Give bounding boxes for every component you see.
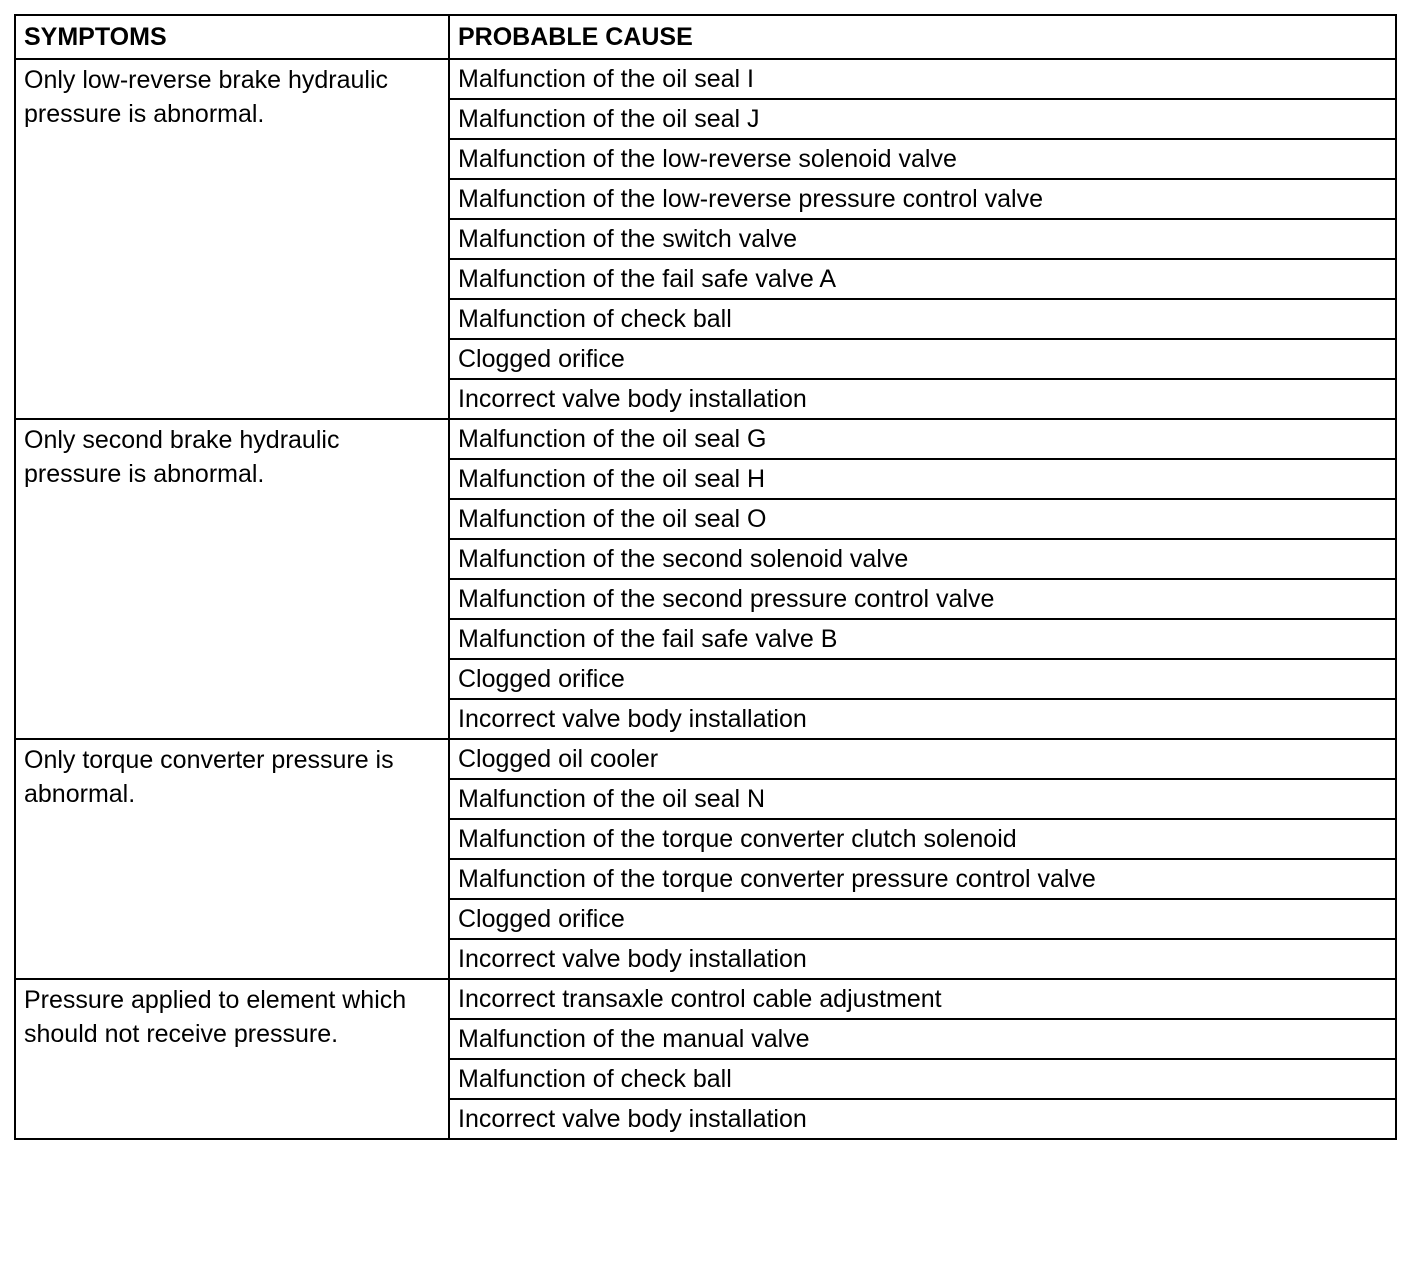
probable-cause-cell: Incorrect valve body installation (449, 1099, 1396, 1139)
probable-cause-cell: Malfunction of check ball (449, 1059, 1396, 1099)
probable-cause-cell: Malfunction of the low-reverse solenoid valve (449, 139, 1396, 179)
probable-cause-cell: Malfunction of the oil seal J (449, 99, 1396, 139)
probable-cause-cell: Malfunction of the fail safe valve B (449, 619, 1396, 659)
probable-cause-cell: Malfunction of the fail safe valve A (449, 259, 1396, 299)
probable-cause-cell: Malfunction of the switch valve (449, 219, 1396, 259)
probable-cause-cell: Malfunction of the low-reverse pressure control valve (449, 179, 1396, 219)
probable-cause-cell: Malfunction of the manual valve (449, 1019, 1396, 1059)
probable-cause-cell: Malfunction of check ball (449, 299, 1396, 339)
probable-cause-cell: Incorrect valve body installation (449, 939, 1396, 979)
symptom-cell: Only low-reverse brake hydraulic pressure is abnormal. (15, 59, 449, 419)
probable-cause-cell: Malfunction of the second pressure control valve (449, 579, 1396, 619)
probable-cause-cell: Malfunction of the oil seal G (449, 419, 1396, 459)
probable-cause-cell: Malfunction of the torque converter clutch solenoid (449, 819, 1396, 859)
table-body (15, 59, 1396, 1139)
probable-cause-cell: Incorrect valve body installation (449, 379, 1396, 419)
probable-cause-cell: Clogged orifice (449, 899, 1396, 939)
table-row (15, 419, 1396, 459)
document-page (14, 14, 1395, 1140)
probable-cause-cell: Malfunction of the torque converter pressure control valve (449, 859, 1396, 899)
probable-cause-cell: Incorrect valve body installation (449, 699, 1396, 739)
table-row (15, 739, 1396, 779)
table-header-row (15, 15, 1396, 59)
probable-cause-cell: Malfunction of the oil seal O (449, 499, 1396, 539)
table-row (15, 59, 1396, 99)
probable-cause-header: PROBABLE CAUSE (449, 15, 1396, 59)
symptoms-header: SYMPTOMS (15, 15, 449, 59)
probable-cause-cell: Clogged oil cooler (449, 739, 1396, 779)
probable-cause-cell: Clogged orifice (449, 339, 1396, 379)
symptom-cell: Pressure applied to element which should not receive pressure. (15, 979, 449, 1139)
probable-cause-cell: Clogged orifice (449, 659, 1396, 699)
probable-cause-cell: Malfunction of the oil seal I (449, 59, 1396, 99)
probable-cause-cell: Incorrect transaxle control cable adjustment (449, 979, 1396, 1019)
table-row (15, 979, 1396, 1019)
symptom-cell: Only torque converter pressure is abnormal. (15, 739, 449, 979)
probable-cause-cell: Malfunction of the oil seal H (449, 459, 1396, 499)
symptom-cell: Only second brake hydraulic pressure is abnormal. (15, 419, 449, 739)
probable-cause-cell: Malfunction of the second solenoid valve (449, 539, 1396, 579)
diagnosis-table (14, 14, 1397, 1140)
probable-cause-cell: Malfunction of the oil seal N (449, 779, 1396, 819)
